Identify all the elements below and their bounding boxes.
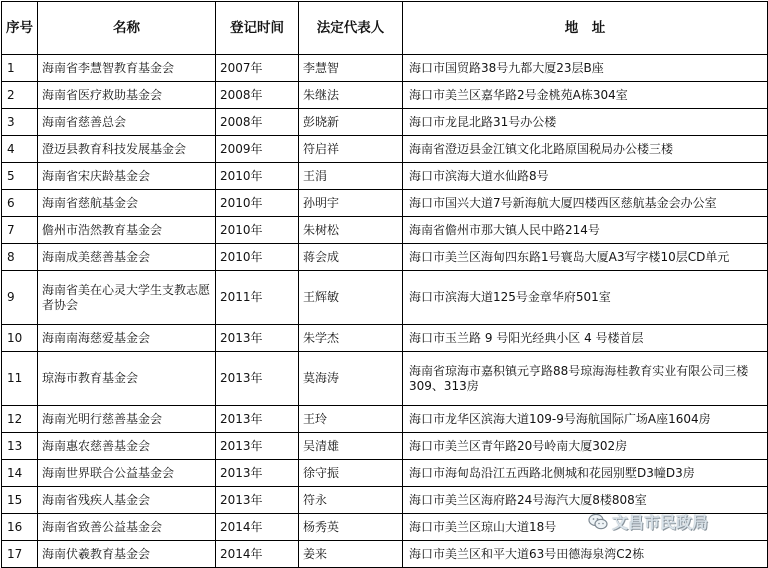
cell-name: 海南省慈航基金会: [38, 190, 216, 217]
cell-representative: 蒋会成: [299, 244, 403, 271]
cell-date: 2009年: [216, 136, 299, 163]
cell-name: 海南光明行慈善基金会: [38, 406, 216, 433]
cell-address: 海口市美兰区嘉华路2号金桃苑A栋304室: [403, 82, 768, 109]
cell-representative: 吴清雄: [299, 433, 403, 460]
table-row: [2, 541, 768, 568]
table-row: [2, 406, 768, 433]
cell-no: 1: [2, 55, 38, 82]
cell-representative: 莫海涛: [299, 352, 403, 406]
table-row: [2, 190, 768, 217]
cell-date: 2013年: [216, 406, 299, 433]
cell-date: 2010年: [216, 244, 299, 271]
table-row: [2, 514, 768, 541]
cell-name: 海南惠农慈善基金会: [38, 433, 216, 460]
cell-address: 海口市海甸岛沿江五西路北侧城和花园别墅D3幢D3房: [403, 460, 768, 487]
cell-address: 海南省澄迈县金江镇文化北路原国税局办公楼三楼: [403, 136, 768, 163]
table-row: [2, 271, 768, 325]
cell-name: 海南省美在心灵大学生支教志愿者协会: [38, 271, 216, 325]
table-header-row: [2, 2, 768, 55]
cell-no: 5: [2, 163, 38, 190]
cell-address: 海口市美兰区和平大道63号田德海泉湾C2栋: [403, 541, 768, 568]
cell-representative: 徐守振: [299, 460, 403, 487]
cell-date: 2014年: [216, 514, 299, 541]
cell-name: 海南成美慈善基金会: [38, 244, 216, 271]
cell-address: 海南省琼海市嘉积镇元亨路88号琼海海桂教育实业有限公司三楼309、313房: [403, 352, 768, 406]
table-row: [2, 433, 768, 460]
cell-address: 海口市美兰区海府路24号海汽大厦8楼808室: [403, 487, 768, 514]
cell-representative: 李慧智: [299, 55, 403, 82]
cell-name: 海南省宋庆龄基金会: [38, 163, 216, 190]
cell-name: 海南省李慧智教育基金会: [38, 55, 216, 82]
cell-no: 6: [2, 190, 38, 217]
cell-date: 2010年: [216, 163, 299, 190]
cell-date: 2008年: [216, 82, 299, 109]
cell-name: 海南省慈善总会: [38, 109, 216, 136]
cell-name: 海南省残疾人基金会: [38, 487, 216, 514]
cell-address: 海口市美兰区青年路20号岭南大厦302房: [403, 433, 768, 460]
cell-address: 海口市龙昆北路31号办公楼: [403, 109, 768, 136]
cell-address: 海口市国兴大道7号新海航大厦四楼西区慈航基金会办公室: [403, 190, 768, 217]
cell-representative: 符永: [299, 487, 403, 514]
table-row: [2, 325, 768, 352]
cell-name: 海南世界联合公益基金会: [38, 460, 216, 487]
cell-date: 2013年: [216, 487, 299, 514]
cell-date: 2013年: [216, 433, 299, 460]
cell-date: 2013年: [216, 460, 299, 487]
cell-date: 2008年: [216, 109, 299, 136]
cell-representative: 朱树松: [299, 217, 403, 244]
header-representative: 法定代表人: [299, 2, 403, 55]
header-address: 地 址: [403, 2, 768, 55]
cell-no: 12: [2, 406, 38, 433]
cell-name: 琼海市教育基金会: [38, 352, 216, 406]
cell-representative: 王玲: [299, 406, 403, 433]
table-row: [2, 244, 768, 271]
cell-name: 海南省致善公益基金会: [38, 514, 216, 541]
cell-date: 2011年: [216, 271, 299, 325]
cell-no: 4: [2, 136, 38, 163]
cell-date: 2014年: [216, 541, 299, 568]
cell-name: 海南伏羲教育基金会: [38, 541, 216, 568]
cell-representative: 杨秀英: [299, 514, 403, 541]
cell-address: 海口市美兰区琼山大道18号: [403, 514, 768, 541]
cell-representative: 孙明宇: [299, 190, 403, 217]
cell-no: 10: [2, 325, 38, 352]
cell-representative: 王涓: [299, 163, 403, 190]
cell-no: 16: [2, 514, 38, 541]
watermark-text: 文昌市民政局: [612, 513, 709, 532]
cell-address: 海口市美兰区海甸四东路1号寰岛大厦A3写字楼10层CD单元: [403, 244, 768, 271]
cell-name: 澄迈县教育科技发展基金会: [38, 136, 216, 163]
cell-name: 海南南海慈爱基金会: [38, 325, 216, 352]
cell-date: 2013年: [216, 325, 299, 352]
header-name: 名称: [38, 2, 216, 55]
cell-name: 海南省医疗救助基金会: [38, 82, 216, 109]
table-row: [2, 487, 768, 514]
table-row: [2, 55, 768, 82]
cell-no: 15: [2, 487, 38, 514]
table-row: [2, 217, 768, 244]
header-date: 登记时间: [216, 2, 299, 55]
table-row: [2, 352, 768, 406]
cell-no: 8: [2, 244, 38, 271]
cell-date: 2010年: [216, 190, 299, 217]
cell-no: 9: [2, 271, 38, 325]
cell-address: 海南省儋州市那大镇人民中路214号: [403, 217, 768, 244]
cell-representative: 朱继法: [299, 82, 403, 109]
cell-representative: 姜来: [299, 541, 403, 568]
table-body: [2, 2, 768, 568]
cell-no: 7: [2, 217, 38, 244]
cell-no: 11: [2, 352, 38, 406]
cell-date: 2013年: [216, 352, 299, 406]
table-row: [2, 460, 768, 487]
table-row: [2, 82, 768, 109]
cell-date: 2007年: [216, 55, 299, 82]
cell-address: 海口市滨海大道水仙路8号: [403, 163, 768, 190]
cell-no: 2: [2, 82, 38, 109]
cell-date: 2010年: [216, 217, 299, 244]
cell-no: 17: [2, 541, 38, 568]
cell-representative: 彭晓新: [299, 109, 403, 136]
foundation-registry-table: [1, 1, 768, 568]
table-row: [2, 136, 768, 163]
cell-address: 海口市国贸路38号九都大厦23层B座: [403, 55, 768, 82]
table-row: [2, 109, 768, 136]
cell-representative: 符启祥: [299, 136, 403, 163]
cell-address: 海口市滨海大道125号金章华府501室: [403, 271, 768, 325]
cell-name: 儋州市浩然教育基金会: [38, 217, 216, 244]
cell-address: 海口市玉兰路 9 号阳光经典小区 4 号楼首层: [403, 325, 768, 352]
header-no: 序号: [2, 2, 38, 55]
cell-address: 海口市龙华区滨海大道109-9号海航国际广场A座1604房: [403, 406, 768, 433]
table-row: [2, 163, 768, 190]
cell-no: 13: [2, 433, 38, 460]
cell-representative: 王辉敏: [299, 271, 403, 325]
cell-no: 3: [2, 109, 38, 136]
cell-no: 14: [2, 460, 38, 487]
cell-representative: 朱学杰: [299, 325, 403, 352]
